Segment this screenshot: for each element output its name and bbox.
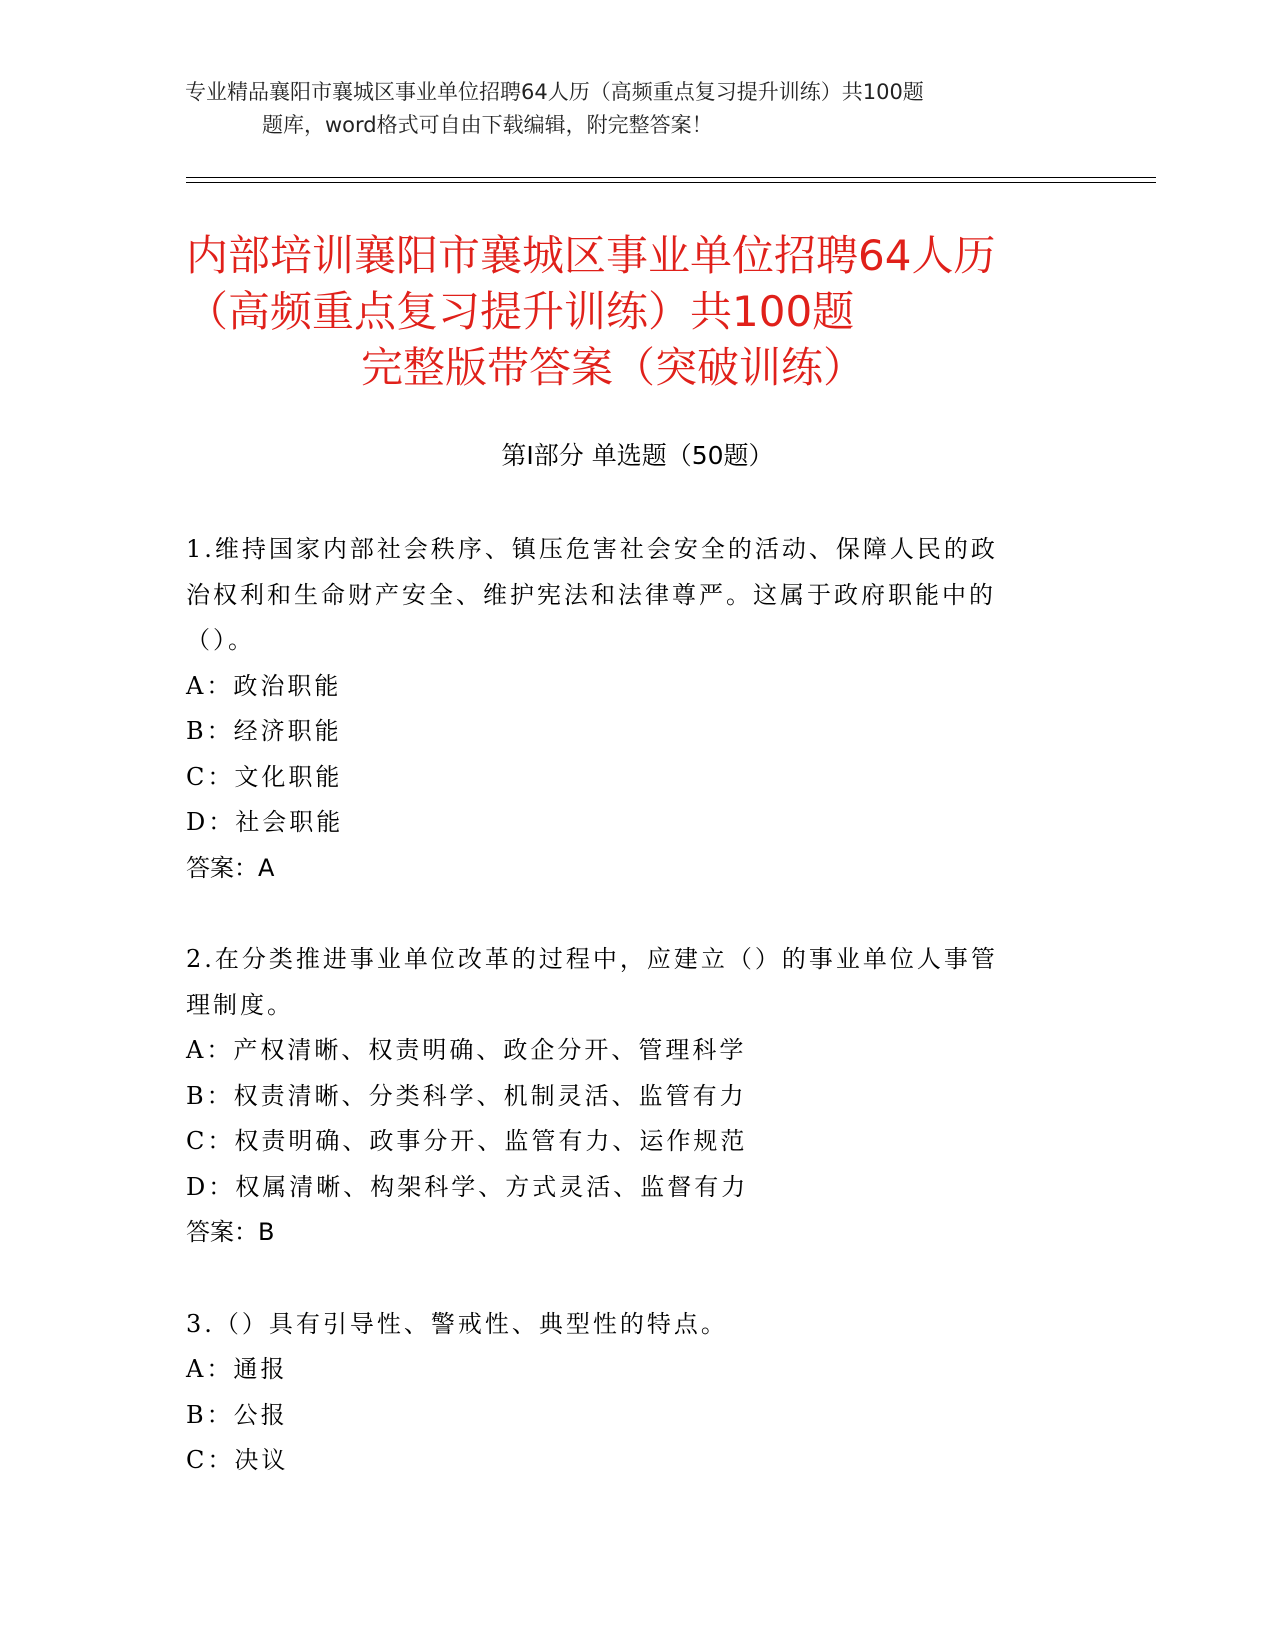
- option-c: C：文化职能: [186, 762, 343, 791]
- question-1: [186, 527, 1066, 891]
- option-a: A：产权清晰、权责明确、政企分开、管理科学: [186, 1036, 747, 1064]
- question-text-line: 2.在分类推进事业单位改革的过程中，应建立（）的事业单位人事管: [186, 945, 998, 973]
- question-text-line: 1.维持国家内部社会秩序、镇压危害社会安全的活动、保障人民的政: [186, 535, 998, 563]
- option-b: B：经济职能: [186, 717, 342, 745]
- option-d: D：权属清晰、构架科学、方式灵活、监督有力: [186, 1172, 749, 1201]
- page-header: [185, 76, 1085, 142]
- option-d: D：社会职能: [186, 808, 344, 836]
- question-text-line: 3.（）具有引导性、警戒性、典型性的特点。: [186, 1309, 728, 1338]
- question-text-line: （）。: [186, 626, 255, 654]
- option-c: C：权责明确、政事分开、监管有力、运作规范: [186, 1127, 748, 1155]
- title-line-2: （高频重点复习提升训练）共100题: [186, 287, 855, 336]
- option-a: A：通报: [186, 1355, 288, 1383]
- title-line-3: 完整版带答案（突破训练）: [361, 343, 866, 392]
- option-b: B：公报: [186, 1400, 288, 1429]
- document-title: [186, 228, 1106, 396]
- header-rule-bottom: [186, 182, 1156, 183]
- question-3: [186, 1302, 1066, 1484]
- question-list: [186, 527, 1066, 1530]
- header-rule-top: [186, 177, 1156, 178]
- title-line-1: 内部培训襄阳市襄城区事业单位招聘64人历: [186, 231, 996, 280]
- section-heading: 第Ⅰ部分 单选题（50题）: [501, 441, 774, 470]
- option-b: B：权责清晰、分类科学、机制灵活、监管有力: [186, 1081, 747, 1110]
- header-line-2: 题库，word格式可自由下载编辑，附完整答案！: [262, 113, 713, 137]
- question-text-line: 治权利和生命财产安全、维护宪法和法律尊严。这属于政府职能中的: [186, 580, 996, 609]
- answer: 答案：B: [186, 1218, 275, 1246]
- option-a: A：政治职能: [186, 671, 342, 700]
- question-text-line: 理制度。: [186, 990, 294, 1019]
- option-c: C：决议: [186, 1446, 289, 1474]
- answer: 答案：A: [186, 853, 275, 882]
- header-line-1: 专业精品襄阳市襄城区事业单位招聘64人历（高频重点复习提升训练）共100题: [185, 80, 924, 104]
- question-2: [186, 937, 1066, 1256]
